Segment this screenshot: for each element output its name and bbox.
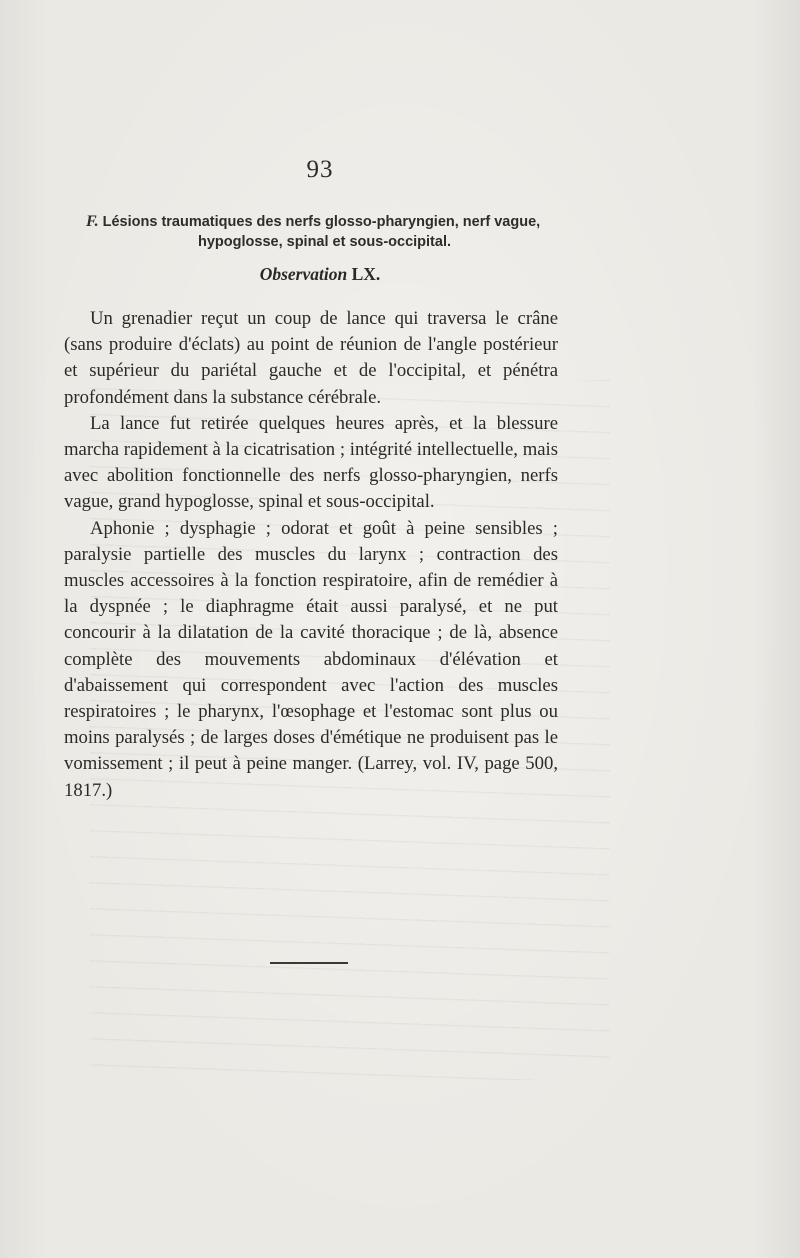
paragraph-3: Aphonie ; dysphagie ; odorat et goût à peine sensibles ; paralysie partielle des muscles du larynx ; contraction des muscles accessoires à la fonction respiratoire, afin de remédier à la dyspnée ; le diaphragme était aussi paralysé, et ne put concourir à la dilatation de la cavité thoracique ; de là, absence complète des mouvements abdominaux d'élévation et d'abaissement qui correspondent avec l'action des muscles respiratoires ; le pharynx, l'œsophage et l'estomac sont plus ou moins paralysés ; de larges doses d'émétique ne produisent pas le vomissement ; il peut à peine manger. (Larrey, vol. IV, page 500, 1817.) bbox=[64, 517, 558, 801]
section-letter: F. bbox=[86, 213, 99, 230]
section-heading bbox=[86, 212, 566, 252]
section-end-rule bbox=[270, 962, 348, 964]
observation-label: Observation bbox=[259, 264, 348, 284]
paragraph-2: La lance fut retirée quelques heures après, et la blessure marcha rapidement à la cicatrisation ; intégrité intellectuelle, mais avec abolition fonctionnelle des nerfs glosso-pharyngien, nerfs vague, grand hypoglosse, spinal et sous-occipital. bbox=[64, 412, 558, 513]
observation-number: LX. bbox=[351, 264, 381, 284]
page-number: 93 bbox=[306, 156, 334, 183]
section-heading-line2: hypoglosse, spinal et sous-occipital. bbox=[198, 234, 451, 250]
observation-body bbox=[64, 306, 558, 804]
paragraph-1: Un grenadier reçut un coup de lance qui traversa le crâne (sans produire d'éclats) au point de réunion de l'angle postérieur et supérieur du pariétal gauche et de l'occipital, et pénétra profondément dans la substance cérébrale. bbox=[64, 308, 558, 408]
section-heading-line1: Lésions traumatiques des nerfs glosso-pharyngien, nerf vague, bbox=[102, 214, 541, 230]
observation-title bbox=[0, 264, 640, 285]
